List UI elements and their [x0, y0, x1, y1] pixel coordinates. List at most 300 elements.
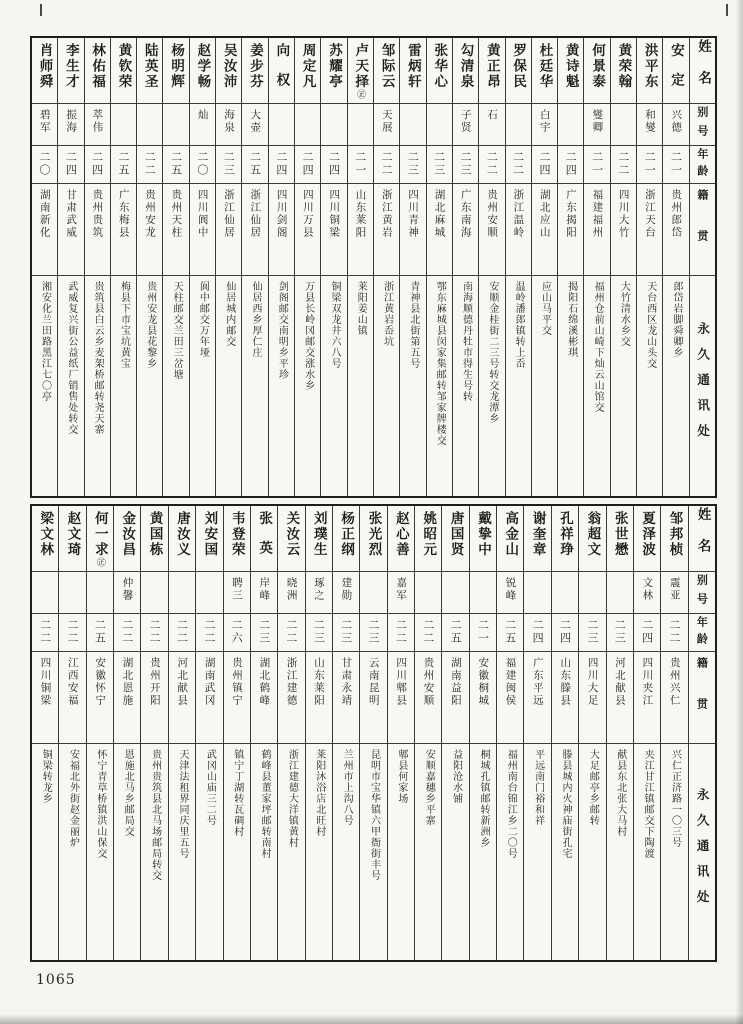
person-name-cell	[141, 506, 167, 572]
person-age-text: 二一	[669, 151, 683, 177]
person-entry-column	[442, 506, 469, 960]
person-entry-column	[470, 506, 497, 960]
person-name-cell	[374, 38, 399, 104]
person-age-text: 二五	[449, 619, 463, 645]
person-name-text: 孔祥琤	[557, 511, 574, 558]
directory-table-top	[30, 36, 717, 498]
person-name-text: 黄诗魁	[562, 43, 579, 90]
person-native-cell	[114, 652, 140, 744]
person-native-text: 浙江仙居	[249, 189, 262, 239]
person-age-text: 二五	[93, 619, 107, 645]
person-native-cell	[400, 184, 425, 276]
person-native-text: 贵州安顺	[486, 189, 499, 239]
person-entry-column	[374, 38, 400, 496]
person-entry-column	[32, 506, 59, 960]
person-name-text: 戴挚中	[474, 511, 491, 558]
person-name-text: 张世懋	[611, 511, 628, 558]
person-age-text: 二三	[585, 619, 599, 645]
person-name-text: 洪平东	[641, 43, 658, 90]
person-alias-cell	[141, 572, 167, 614]
person-address-text: 安福北外街赵金丽炉	[67, 749, 79, 848]
person-name-cell	[579, 506, 605, 572]
person-name-text: 邹际云	[378, 43, 395, 90]
person-alias-text: 聘三	[230, 577, 243, 602]
person-alias-cell	[190, 104, 215, 146]
person-native-text: 湖南益阳	[449, 657, 462, 707]
person-name-text: 何景泰	[589, 43, 606, 90]
person-alias-cell	[497, 572, 523, 614]
person-name-text: 吴汝沛	[220, 43, 237, 90]
person-name-cell	[216, 38, 241, 104]
person-address-text: 莱阳沐浴店北旺村	[313, 749, 325, 837]
person-age-cell	[306, 614, 332, 652]
person-address-cell	[400, 276, 425, 496]
person-native-text: 安徽桐城	[477, 657, 490, 707]
person-native-cell	[169, 652, 195, 744]
person-name-text: 杨明辉	[168, 43, 185, 90]
person-name-text: 刘安国	[201, 511, 218, 558]
person-native-text: 广东揭阳	[565, 189, 578, 239]
person-name-text: 勾清泉	[457, 43, 474, 90]
person-native-text: 甘肃武威	[65, 189, 78, 239]
person-native-cell	[470, 652, 496, 744]
person-address-cell	[242, 276, 267, 496]
person-alias-text: 碧军	[38, 109, 51, 134]
person-entry-column	[532, 38, 558, 496]
person-native-text: 湖北鹤峰	[258, 657, 271, 707]
person-entry-column	[479, 38, 505, 496]
person-native-text: 福建福州	[591, 189, 604, 239]
person-address-text: 大竹清水乡交	[618, 281, 630, 347]
person-native-text: 贵州镇宁	[230, 657, 243, 707]
person-address-text: 莱阳姜山镇	[355, 281, 367, 336]
person-name-text: 黄国栋	[146, 511, 163, 558]
person-native-text: 贵州天柱	[170, 189, 183, 239]
person-alias-text: 天展	[380, 109, 393, 134]
person-age-text: 二二	[284, 619, 298, 645]
person-age-text: 二三	[222, 151, 236, 177]
person-alias-cell	[333, 572, 359, 614]
person-address-text: 夹江甘江镇邮交下陶渡	[642, 749, 654, 859]
person-name-text: 黄钦荣	[115, 43, 132, 90]
person-age-text: 二二	[66, 619, 80, 645]
person-native-text: 湖南武冈	[203, 657, 216, 707]
person-name-text: 林佑福	[89, 43, 106, 90]
person-age-text: 二四	[531, 619, 545, 645]
person-native-text: 四川大足	[586, 657, 599, 707]
person-alias-cell	[637, 104, 662, 146]
person-age-text: 二二	[175, 619, 189, 645]
person-age-cell	[85, 146, 110, 184]
person-name-cell	[295, 38, 320, 104]
person-entry-column	[558, 38, 584, 496]
person-address-text: 兰州市上沟八号	[341, 749, 353, 826]
person-address-cell	[661, 744, 687, 960]
person-address-cell	[374, 276, 399, 496]
person-address-text: 浙江黄岩岙坑	[381, 281, 393, 347]
person-alias-text: 燮卿	[591, 109, 604, 134]
person-address-cell	[415, 744, 441, 960]
person-age-cell	[251, 614, 277, 652]
person-native-text: 四川夹江	[641, 657, 654, 707]
person-age-cell	[321, 146, 346, 184]
person-address-cell	[584, 276, 609, 496]
person-alias-cell	[506, 104, 531, 146]
person-name-cell	[637, 38, 662, 104]
person-name-text: 姜步芬	[247, 43, 264, 90]
header-age-label: 年龄	[695, 615, 709, 650]
person-name-cell	[479, 38, 504, 104]
person-entry-column	[141, 506, 168, 960]
person-age-text: 二二	[38, 619, 52, 645]
person-native-cell	[321, 184, 346, 276]
person-address-text: 仙居西乡厚仁庄	[250, 281, 262, 358]
person-name-cell	[251, 506, 277, 572]
person-entry-column	[552, 506, 579, 960]
person-name-text: 杜廷华	[536, 43, 553, 90]
person-native-text: 贵州开阳	[148, 657, 161, 707]
person-address-text: 贵州贵筑县北马场邮局转交	[149, 749, 161, 881]
person-alias-cell	[374, 104, 399, 146]
person-native-text: 贵州安顺	[422, 657, 435, 707]
directory-table-bottom	[30, 504, 717, 962]
person-entry-column	[453, 38, 479, 496]
person-alias-cell	[558, 104, 583, 146]
person-name-text: 李生才	[62, 43, 79, 90]
person-name-cell	[269, 38, 294, 104]
header-age-cell	[689, 614, 715, 652]
person-alias-cell	[58, 104, 83, 146]
person-age-text: 二二	[511, 151, 525, 177]
person-native-text: 湖北恩施	[121, 657, 134, 707]
person-alias-cell	[242, 104, 267, 146]
person-alias-cell	[470, 572, 496, 614]
person-address-text: 阆中邮交万年垭	[197, 281, 209, 358]
person-age-cell	[634, 614, 660, 652]
person-name-cell	[360, 506, 386, 572]
person-address-cell	[190, 276, 215, 496]
person-name-text: 罗保民	[510, 43, 527, 90]
person-name-cell	[196, 506, 222, 572]
person-address-text: 湘安化兰田路黑江七〇亭	[39, 281, 51, 402]
person-age-cell	[442, 614, 468, 652]
person-address-cell	[442, 744, 468, 960]
person-alias-cell	[663, 104, 688, 146]
person-address-text: 铜梁转龙乡	[40, 749, 52, 804]
person-native-cell	[442, 652, 468, 744]
person-age-cell	[32, 146, 57, 184]
person-native-text: 山东莱阳	[354, 189, 367, 239]
person-age-text: 二二	[143, 151, 157, 177]
person-native-cell	[278, 652, 304, 744]
person-name-text: 梁文林	[37, 511, 54, 558]
person-name-cell	[388, 506, 414, 572]
person-name-cell	[32, 38, 57, 104]
person-native-cell	[58, 184, 83, 276]
person-age-cell	[415, 614, 441, 652]
person-age-cell	[141, 614, 167, 652]
person-address-cell	[295, 276, 320, 496]
person-entry-column	[506, 38, 532, 496]
person-native-text: 贵州兴仁	[668, 657, 681, 707]
person-address-cell	[114, 744, 140, 960]
person-native-text: 四川剑阁	[275, 189, 288, 239]
person-address-cell	[506, 276, 531, 496]
person-name-cell	[163, 38, 188, 104]
header-native-label: 籍贯	[695, 656, 709, 739]
person-address-text: 铜梁双龙井六八号	[328, 281, 340, 369]
person-alias-cell	[321, 104, 346, 146]
person-address-cell	[59, 744, 85, 960]
person-address-text: 南海顺德丹牡市得生号转	[460, 281, 472, 402]
person-age-cell	[137, 146, 162, 184]
person-native-text: 江西安福	[66, 657, 79, 707]
person-age-text: 二二	[616, 151, 630, 177]
person-age-cell	[506, 146, 531, 184]
person-name-text: 邹邦桢	[666, 511, 683, 558]
person-age-text: 二四	[301, 151, 315, 177]
person-native-cell	[224, 652, 250, 744]
person-address-cell	[251, 744, 277, 960]
person-native-text: 贵州贵筑	[91, 189, 104, 239]
person-name-text: 高金山	[502, 511, 519, 558]
field-label-column	[690, 38, 715, 496]
person-native-cell	[388, 652, 414, 744]
person-entry-column	[579, 506, 606, 960]
header-alias-label: 别号	[695, 573, 709, 612]
person-native-cell	[190, 184, 215, 276]
person-native-text: 广东平远	[531, 657, 544, 707]
person-name-text: 黄荣翰	[615, 43, 632, 90]
person-alias-cell	[661, 572, 687, 614]
person-name-text: 韦登荣	[228, 511, 245, 558]
person-name-text: 张华心	[431, 43, 448, 90]
person-alias-cell	[400, 104, 425, 146]
person-address-cell	[269, 276, 294, 496]
person-age-text: 二二	[485, 151, 499, 177]
person-age-text: 二三	[459, 151, 473, 177]
person-address-cell	[306, 744, 332, 960]
person-address-text: 温岭潘郎镇转上岙	[513, 281, 525, 369]
person-name-cell	[169, 506, 195, 572]
person-name-text: 陆英圣	[141, 43, 158, 90]
person-age-text: 二四	[640, 619, 654, 645]
person-address-cell	[634, 744, 660, 960]
person-alias-cell	[163, 104, 188, 146]
person-age-text: 二三	[339, 619, 353, 645]
person-native-cell	[532, 184, 557, 276]
person-address-cell	[497, 744, 523, 960]
person-address-cell	[224, 744, 250, 960]
person-age-cell	[552, 614, 578, 652]
person-name-cell	[661, 506, 687, 572]
person-name-cell	[333, 506, 359, 572]
person-age-cell	[637, 146, 662, 184]
person-native-text: 浙江温岭	[512, 189, 525, 239]
person-native-text: 广东南海	[459, 189, 472, 239]
person-alias-cell	[216, 104, 241, 146]
person-native-cell	[111, 184, 136, 276]
header-address-label: 永久通讯处	[695, 788, 711, 916]
person-address-text: 武威复兴街公益纸厂销售处转交	[65, 281, 77, 435]
person-age-cell	[607, 614, 633, 652]
header-native-label: 籍贯	[695, 188, 709, 271]
person-name-cell	[114, 506, 140, 572]
person-native-cell	[251, 652, 277, 744]
person-age-cell	[427, 146, 452, 184]
person-entry-column	[524, 506, 551, 960]
person-name-text: 姚昭元	[420, 511, 437, 558]
header-address-cell	[689, 744, 715, 960]
person-entry-column	[111, 38, 137, 496]
person-alias-cell	[85, 104, 110, 146]
person-age-text: 二二	[380, 151, 394, 177]
person-age-text: 二三	[312, 619, 326, 645]
person-address-cell	[137, 276, 162, 496]
person-address-text: 梅县下市宝坑黄宝	[118, 281, 130, 369]
person-entry-column	[611, 38, 637, 496]
person-native-cell	[415, 652, 441, 744]
person-age-text: 二五	[169, 151, 183, 177]
person-name-cell	[87, 506, 113, 572]
person-alias-cell	[607, 572, 633, 614]
person-native-cell	[558, 184, 583, 276]
person-address-cell	[163, 276, 188, 496]
person-age-cell	[661, 614, 687, 652]
person-name-text: 安定	[668, 43, 685, 102]
person-entry-column	[388, 506, 415, 960]
person-address-text: 天台西区龙山头交	[644, 281, 656, 369]
person-alias-cell	[360, 572, 386, 614]
person-entry-column	[321, 38, 347, 496]
person-entry-column	[58, 38, 84, 496]
person-name-cell	[524, 506, 550, 572]
person-native-text: 四川铜梁	[328, 189, 341, 239]
person-address-cell	[524, 744, 550, 960]
person-age-text: 二二	[667, 619, 681, 645]
person-entry-column	[137, 38, 163, 496]
person-name-text: 向权	[273, 43, 290, 102]
person-native-cell	[295, 184, 320, 276]
person-alias-cell	[269, 104, 294, 146]
person-name-text: 肖师舜	[36, 43, 53, 90]
person-name-cell	[59, 506, 85, 572]
person-age-cell	[360, 614, 386, 652]
person-address-text: 安顺金桂街二三号转交龙潭乡	[486, 281, 498, 424]
person-native-text: 云南昆明	[367, 657, 380, 707]
person-alias-cell	[524, 572, 550, 614]
registration-mark	[40, 4, 42, 16]
person-age-cell	[374, 146, 399, 184]
person-entry-column	[269, 38, 295, 496]
person-native-text: 湖南新化	[38, 189, 51, 239]
person-entry-column	[360, 506, 387, 960]
person-native-cell	[137, 184, 162, 276]
person-address-cell	[607, 744, 633, 960]
person-alias-cell	[634, 572, 660, 614]
person-age-cell	[295, 146, 320, 184]
person-address-text: 怀宁青草桥镇洪山保交	[94, 749, 106, 859]
person-native-cell	[663, 184, 688, 276]
person-alias-cell	[111, 104, 136, 146]
person-address-text: 揭阳石绵溪彬琪	[565, 281, 577, 358]
person-age-cell	[558, 146, 583, 184]
person-native-cell	[306, 652, 332, 744]
person-alias-cell	[348, 104, 373, 146]
person-address-cell	[87, 744, 113, 960]
registration-mark	[726, 4, 728, 16]
person-alias-text: 白宇	[538, 109, 551, 134]
person-name-cell	[190, 38, 215, 104]
scan-edge-bottom	[0, 1014, 743, 1024]
person-age-text: 二五	[248, 151, 262, 177]
person-alias-cell	[59, 572, 85, 614]
person-age-cell	[579, 614, 605, 652]
person-age-cell	[111, 146, 136, 184]
person-address-text: 仙居城内邮交	[223, 281, 235, 347]
person-address-text: 昆明市宝华镇六甲衙街丰号	[368, 749, 380, 881]
person-address-cell	[348, 276, 373, 496]
person-address-cell	[111, 276, 136, 496]
person-address-text: 恩施北马乡邮局交	[122, 749, 134, 837]
person-native-cell	[333, 652, 359, 744]
person-native-cell	[637, 184, 662, 276]
person-entry-column	[224, 506, 251, 960]
person-alias-cell	[137, 104, 162, 146]
person-age-text: 二二	[120, 619, 134, 645]
person-age-text: 二〇	[38, 151, 52, 177]
person-native-text: 广东梅县	[117, 189, 130, 239]
person-entry-column	[415, 506, 442, 960]
person-entry-column	[333, 506, 360, 960]
person-entry-column	[242, 38, 268, 496]
person-age-cell	[114, 614, 140, 652]
person-address-text: 万县长岭冈邮交涨水乡	[302, 281, 314, 391]
person-alias-cell	[532, 104, 557, 146]
person-name-text: 周定凡	[299, 43, 316, 90]
person-age-text: 二三	[406, 151, 420, 177]
person-native-cell	[348, 184, 373, 276]
person-native-cell	[141, 652, 167, 744]
person-native-text: 湖北应山	[538, 189, 551, 239]
person-name-text: 翁超文	[584, 511, 601, 558]
person-address-text: 武冈山庙三二号	[204, 749, 216, 826]
person-age-text: 二四	[274, 151, 288, 177]
person-entry-column	[400, 38, 426, 496]
header-address-cell	[690, 276, 715, 496]
person-age-cell	[224, 614, 250, 652]
person-native-cell	[607, 652, 633, 744]
person-address-text: 应山马平交	[539, 281, 551, 336]
person-address-cell	[32, 276, 57, 496]
person-native-cell	[479, 184, 504, 276]
person-alias-cell	[224, 572, 250, 614]
person-alias-cell	[87, 572, 113, 614]
field-label-column	[689, 506, 715, 960]
person-alias-text: 和燮	[643, 109, 656, 134]
person-alias-cell	[442, 572, 468, 614]
person-address-cell	[169, 744, 195, 960]
person-name-cell	[415, 506, 441, 572]
person-address-cell	[278, 744, 304, 960]
person-name-cell	[32, 506, 58, 572]
person-native-cell	[360, 652, 386, 744]
person-alias-cell	[415, 572, 441, 614]
person-age-text: 二五	[503, 619, 517, 645]
header-native-cell	[690, 184, 715, 276]
header-alias-label: 别号	[695, 105, 709, 144]
person-entry-column	[295, 38, 321, 496]
